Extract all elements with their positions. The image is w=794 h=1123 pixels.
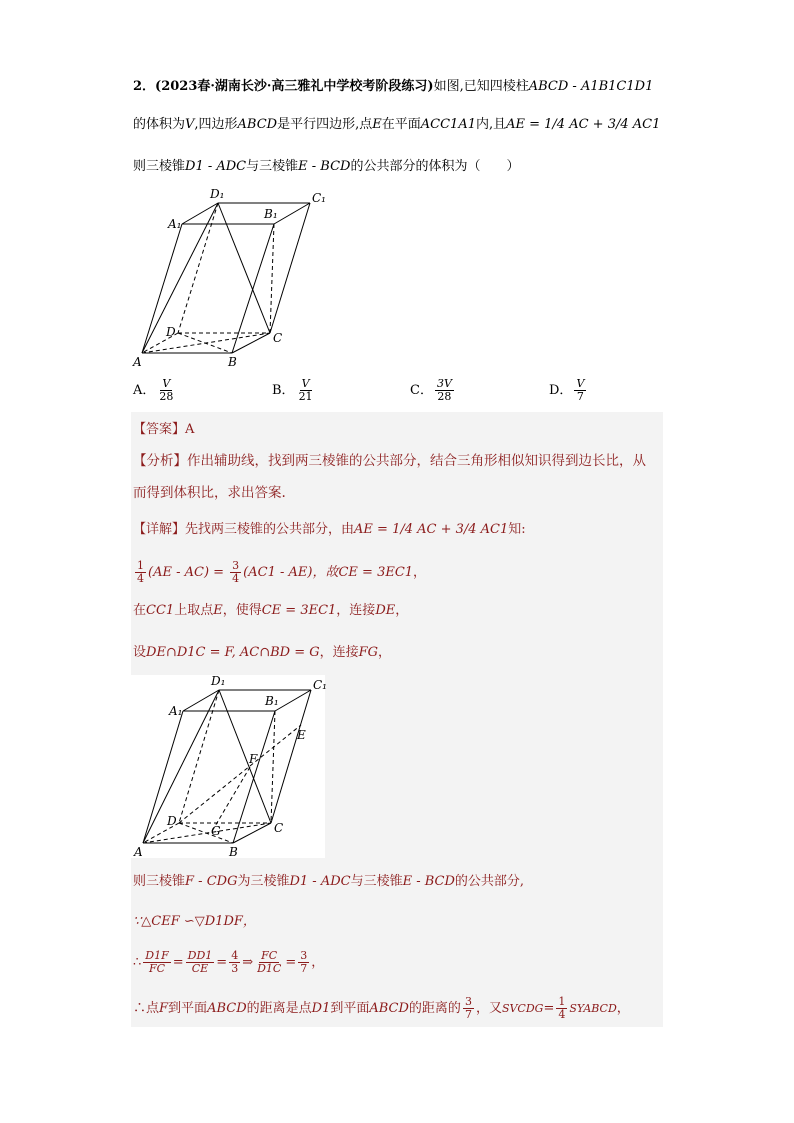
- math: FG: [358, 645, 379, 660]
- text: 则三棱锥: [133, 874, 186, 889]
- text: 与三棱锥: [350, 874, 403, 889]
- option-num: V: [576, 377, 585, 390]
- math: ∵△CEF ∽▽D1DF，: [133, 914, 256, 929]
- problem-text: 如图,已知四棱柱: [433, 79, 529, 94]
- detail-line-6: [133, 913, 256, 931]
- math-plane: ACC1A1: [420, 117, 476, 132]
- text: 知:: [508, 522, 526, 537]
- math: SYABCD: [569, 1002, 617, 1015]
- math: DE∩D1C = F, AC∩BD = G: [146, 645, 320, 660]
- label-c1: C₁: [313, 678, 327, 692]
- option-d[interactable]: [549, 378, 588, 403]
- frac-den: D1C: [257, 962, 282, 975]
- text: 的体积为: [133, 117, 186, 132]
- text: 则三棱锥: [133, 159, 186, 174]
- label-b: B: [229, 845, 238, 859]
- vector-result: CE = 3EC1: [338, 565, 414, 580]
- math-v: V: [185, 117, 195, 132]
- label-c: C: [273, 331, 283, 345]
- frac-num: 3: [300, 949, 308, 962]
- answer-tag: 【答案】: [133, 422, 186, 437]
- detail-line-5: [133, 873, 524, 891]
- option-label: B．: [272, 383, 295, 398]
- label-d1: D₁: [210, 187, 225, 201]
- text: 在平面: [381, 117, 421, 132]
- option-den: 21: [298, 390, 313, 403]
- detail-line-2: $\frac{1}{4}$ (AE - AC) = $\frac{3}{4}$ (AC1 - AE)，故CE = 3EC1，: [137, 559, 427, 585]
- text: 的公共部分的体积为（ ）: [350, 159, 520, 174]
- math: F - CDG: [185, 874, 238, 889]
- problem-line-3: [133, 158, 519, 176]
- frac-num: FC: [261, 949, 278, 962]
- label-g: G: [211, 824, 221, 838]
- option-den: 28: [437, 390, 452, 403]
- label-d1: D₁: [211, 674, 226, 688]
- vector-expr: (AC1 - AE)，故: [243, 565, 339, 580]
- text: ，连接: [319, 645, 359, 660]
- detail-line-3: 在CC1上取点E，使得CE = 3EC1，连接DE，: [133, 603, 409, 618]
- text: ，使得: [222, 603, 262, 618]
- text: ∴点: [133, 1001, 160, 1016]
- text: 设: [133, 645, 147, 660]
- detail-line-1: [133, 521, 526, 539]
- option-num: 3V: [436, 377, 452, 390]
- detail-line-8: ∴点F到平面ABCD的距离是点D1到平面ABCD的距离的 $\frac{3}{7}$ ，又SVCDG= $\frac{1}{4}$ SYABCD，: [133, 995, 630, 1021]
- text: ，又: [475, 1001, 502, 1016]
- text: 是平行四边形,点: [277, 117, 373, 132]
- math: SVCDG: [501, 1002, 544, 1015]
- math: D1: [311, 1001, 331, 1016]
- math: CE = 3EC1: [261, 603, 337, 618]
- text: 上取点: [174, 603, 214, 618]
- label-a: A: [134, 845, 143, 859]
- math-abcd: ABCD: [237, 117, 278, 132]
- problem-source: (2023春·湖南长沙·高三雅礼中学校考阶段练习): [155, 79, 434, 94]
- option-num: V: [162, 377, 171, 390]
- math: E: [213, 603, 223, 618]
- analysis-text: 而得到体积比，求出答案.: [133, 485, 286, 501]
- label-f: F: [249, 752, 258, 766]
- math: CC1: [146, 603, 175, 618]
- vector-expr: (AE - AC) =: [148, 565, 229, 580]
- prism-name: ABCD - A1B1C1D1: [528, 79, 654, 94]
- option-num: V: [301, 377, 310, 390]
- pyramid-2: E - BCD: [298, 159, 351, 174]
- prism-figure-2: [131, 675, 325, 858]
- text: 的公共部分,: [454, 874, 525, 889]
- option-label: C．: [410, 383, 433, 398]
- text: ,四边形: [194, 117, 238, 132]
- math-e: E: [372, 117, 382, 132]
- math: E - BCD: [402, 874, 455, 889]
- answer-line: [133, 421, 194, 439]
- frac-den: 3: [231, 962, 239, 975]
- label-a: A: [133, 355, 142, 369]
- frac-num: DD1: [187, 949, 213, 962]
- frac-den: 7: [464, 1008, 472, 1021]
- vector-equation: AE = 1/4 AC + 3/4 AC1: [354, 522, 509, 537]
- problem-number: 2．: [133, 79, 156, 94]
- math: ABCD: [369, 1001, 409, 1016]
- text: 到平面: [168, 1001, 208, 1016]
- detail-line-4: 设DE∩D1C = F, AC∩BD = G，连接FG，: [133, 645, 392, 660]
- math: ABCD: [207, 1001, 247, 1016]
- frac-num: 4: [231, 949, 239, 962]
- analysis-line-1: [133, 452, 646, 470]
- label-d: D: [166, 325, 176, 339]
- label-d: D: [167, 814, 177, 828]
- prism-figure-1: [130, 188, 330, 368]
- label-a1: A₁: [168, 217, 182, 231]
- text: 内,且: [475, 117, 507, 132]
- label-e: E: [297, 728, 306, 742]
- option-a[interactable]: [133, 378, 177, 403]
- math: F: [159, 1001, 169, 1016]
- frac-den: CE: [191, 962, 209, 975]
- option-c[interactable]: [410, 378, 456, 403]
- option-den: 28: [159, 390, 174, 403]
- text: 为三棱锥: [237, 874, 290, 889]
- frac-num: 3: [464, 995, 472, 1008]
- text: 的距离是点: [246, 1001, 312, 1016]
- analysis-tag: 【分析】: [133, 453, 187, 469]
- frac-den: 7: [300, 962, 308, 975]
- pyramid-1: D1 - ADC: [185, 159, 247, 174]
- frac-den: FC: [148, 962, 166, 975]
- label-b1: B₁: [264, 207, 278, 221]
- analysis-line-2: [133, 484, 286, 502]
- label-c1: C₁: [312, 191, 326, 205]
- detail-line-7: ∴ $\frac{D1F}{FC}$ = $\frac{DD1}{CE}$ = $\frac{4}{3}$ ⇒ $\frac{FC}{D1C}$ = $\frac{3}{7}$ ，: [133, 949, 325, 975]
- label-b1: B₁: [265, 694, 279, 708]
- label-b: B: [228, 355, 237, 369]
- text: 的距离的: [408, 1001, 461, 1016]
- answer-value: A: [185, 422, 195, 437]
- label-c: C: [274, 821, 284, 835]
- math: D1 - ADC: [289, 874, 351, 889]
- text: ，连接: [336, 603, 376, 618]
- problem-line-1: [133, 78, 653, 96]
- text: 在: [133, 603, 147, 618]
- analysis-text: 作出辅助线，找到两三棱锥的公共部分，结合三角形相似知识得到边长比，从: [187, 453, 646, 469]
- frac-num: D1F: [145, 949, 169, 962]
- vector-equation: AE = 1/4 AC + 3/4 AC1: [506, 117, 661, 132]
- problem-line-2: [133, 116, 660, 134]
- option-label: D．: [549, 383, 573, 398]
- detail-tag: 【详解】: [133, 522, 186, 537]
- text: 先找两三棱锥的公共部分，由: [185, 522, 355, 537]
- label-a1: A₁: [169, 704, 183, 718]
- text: ∴: [133, 955, 142, 970]
- math: DE: [375, 603, 396, 618]
- option-label: A．: [133, 383, 156, 398]
- option-b[interactable]: [272, 378, 317, 403]
- text: 与三棱锥: [246, 159, 299, 174]
- option-den: 7: [576, 390, 584, 403]
- text: 到平面: [330, 1001, 370, 1016]
